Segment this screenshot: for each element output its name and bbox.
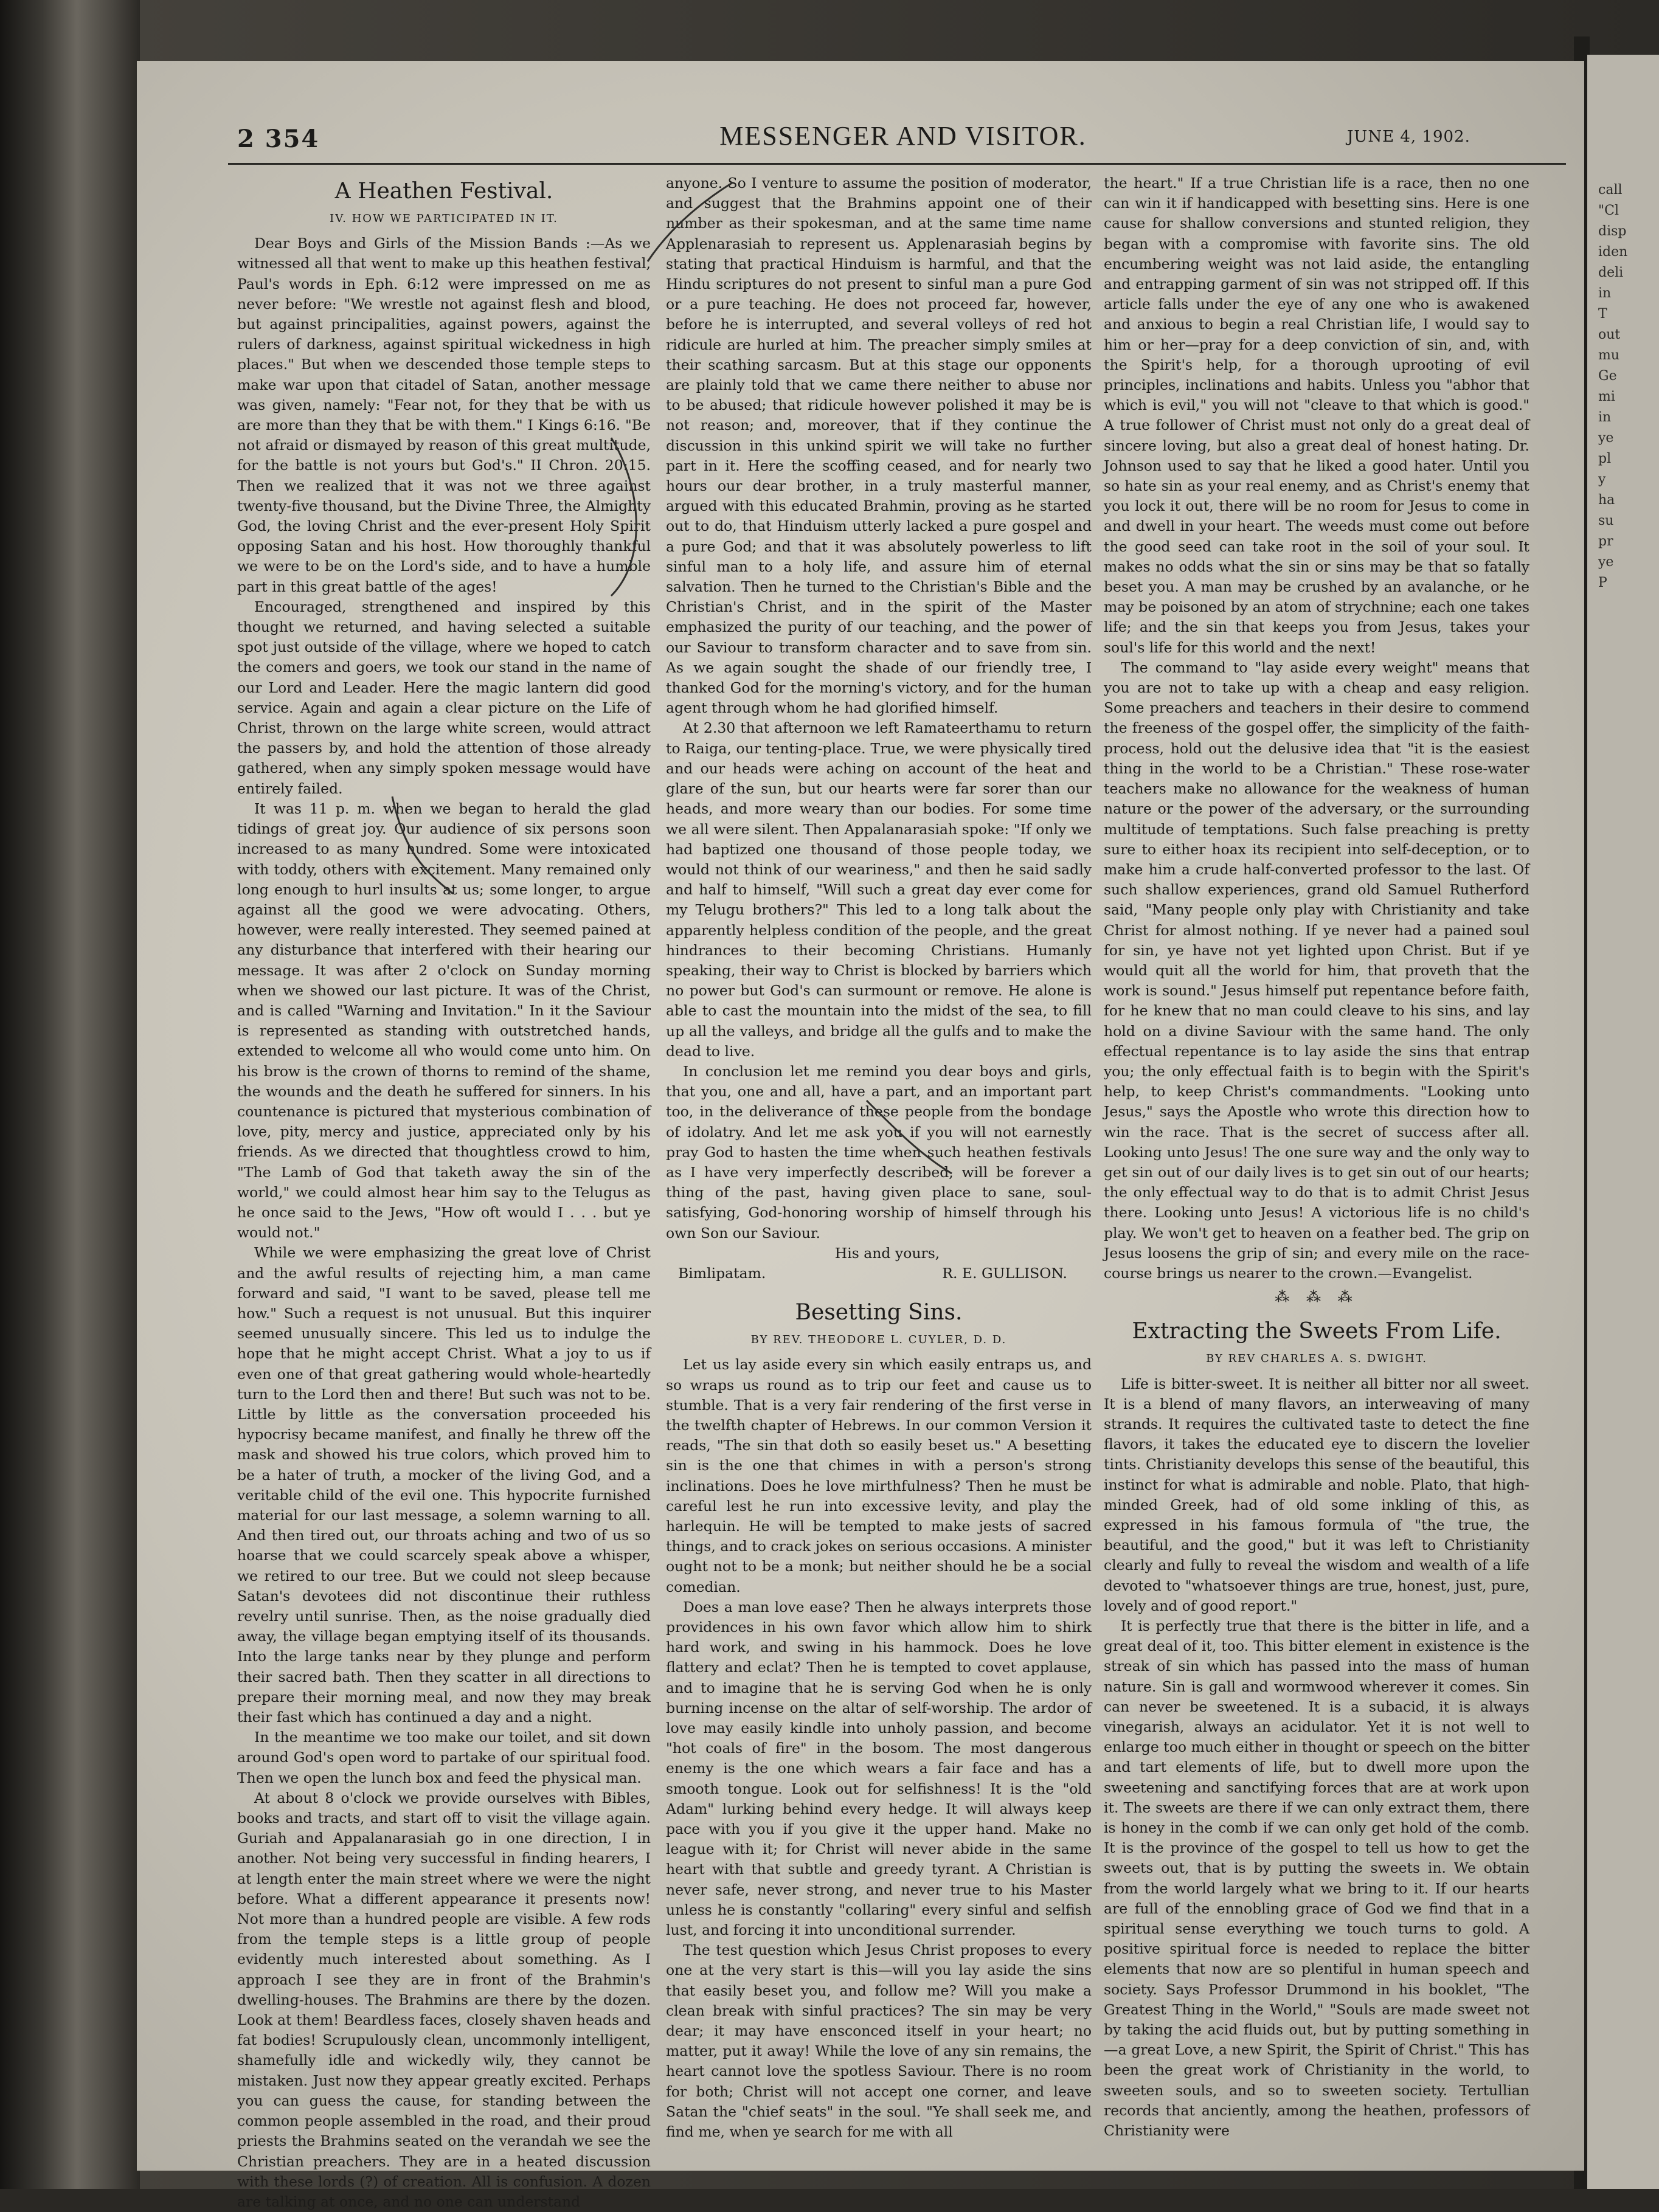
page-number: 2 354	[237, 125, 320, 153]
paragraph: It is perfectly true that there is the bitter in life, and a great deal of it, too. This bitter element in existence is the streak of sin which has passed into the mass of human nature. Sin is gall and wormwood wherever it comes. Sin can never be sweetened. It is a subacid, it is always vinegarish, always an acidulator. Yet it is not well to enlarge too much either in thought or speech on the bitter and tart elements of life, but to dwell more upon the sweetening and sanctifying forces that are at work upon it. The sweets are there if we can only extract them, there is honey in the comb if we can only get hold of the comb. It is the province of the gospel to tell us how to get the sweets out, that is by putting the sweets in. We obtain from the world largely what we bring to it. If our hearts are full of the ennobling grace of God we find that in a spiritual sense everything we touch turns to gold. A positive spiritual force is needed to replace the bitter elements that now are so plentiful in human speech and society. Says Professor Drummond in his booklet, "The Greatest Thing in the World," "Souls are made sweet not by taking the acid fluids out, but by putting something in—a great Love, a new Spirit, the Spirit of Christ." This has been the great work of Christianity in the world, to sweeten souls, and so to sweeten society. Tertullian records that anciently, among the heathen, professors of Christianity were	[1104, 1617, 1529, 2140]
issue-date: JUNE 4, 1902.	[1347, 128, 1470, 146]
facing-page-fragment: "Cl	[1598, 203, 1619, 218]
book-spine	[0, 0, 140, 2189]
closing: His and yours,	[834, 1244, 940, 1262]
masthead: MESSENGER AND VISITOR.	[719, 121, 1087, 151]
paragraph: It was 11 p. m. when we began to herald the glad tidings of great joy. Our audience of six persons soon increased to as many hundred. Some were intoxicated with toddy, others with excitement. Many remained only long enough to hurl insults at us; some longer, to argue against all the good we were advocating. Others, however, were really interested. They seemed pained at any disturbance that interfered with their hearing our message. It was after 2 o'clock on Sunday morning when we showed our last picture. It was of the Christ, and is called "Warning and Invitation." In it the Saviour is represented as standing with outstretched hands, extended to welcome all who would come unto him. On his brow is the crown of thorns to remind of the shame, the wounds and the death he suffered for sinners. In his countenance is pictured that mysterious combination of love, pity, mercy and justice, appreciated only by his friends. As we directed that thoughtless crowd to him, "The Lamb of God that taketh away the sin of the world," we could almost hear him say to the Telugus as he once said to the Jews, "How oft would I . . . but ye would not."	[237, 800, 651, 1242]
facing-page-fragment: pr	[1598, 534, 1613, 549]
paragraph: The command to "lay aside every weight" means that you are not to take up with a cheap and easy religion. Some preachers and teachers in their desire to commend the freeness of the gospel offer, the simplicity of the faith-process, hold out the delusive idea that "it is the easiest thing in the world to be a Christian." These rose-water teachers make no allowance for the weakness of human nature or the power of the adversary, or the surrounding multitude of temptations. Such false preaching is pretty sure to either hoax its recipient into self-deception, or to make him a crude half-converted professor to the last. Of such shallow experiences, grand old Samuel Rutherford said, "Many people only play with Christianity and take Christ for almost nothing. If ye never had a pained soul for sin, ye have not yet lighted upon Christ. But if ye would quit all the world for him, that proveth that the work is sound." Jesus himself put repentance before faith, for he knew that no man could cleave to his sins, and lay hold on a divine Saviour with the same hand. The only effectual repentance is to lay aside the sins that entrap you; the only effectual faith is to begin with the Spirit's help, to keep Christ's commandments. "Looking unto Jesus," says the Apostle who wrote this direction how to win the race. That is the secret of success after all. Looking unto Jesus! The one sure way and the only way to get sin out of our daily lives is to get sin out of our hearts; the only effectual way to do that is to admit Christ Jesus there. Looking unto Jesus! A victorious life is no child's play. We won't get to heaven on a feather bed. The grip on Jesus loosens the grip of sin; and every mile on the race-course brings us nearer to the crown.—Evangelist.	[1104, 658, 1529, 1282]
paragraph: At about 8 o'clock we provide ourselves with Bibles, books and tracts, and start off to visit the village again. Guriah and Appalanarasiah go in one direction, I in another. Not being very successful in finding hearers, I at length enter the main street where we were the night before. What a different appearance it presents now! Not more than a hundred people are visible. A few rods from the temple steps is a little group of people evidently much interested about something. As I approach I see they are in front of the Brahmin's dwelling-houses. The Brahmins are there by the dozen. Look at them! Beardless faces, closely shaven heads and fat bodies! Scrupulously clean, uncommonly intelligent, shamefully idle and wickedly wily, they cannot be mistaken. Just now they appear greatly excited. Perhaps you can guess the cause, for standing between the common people assembled in the road, and their proud priests the Brahmins seated on the verandah we see the Christian preachers. They are in a heated discussion with these lords (?) of creation. All is confusion. A dozen are talking at once, and no one can understand	[237, 1789, 651, 2210]
author: R. E. GULLISON.	[942, 1264, 1067, 1282]
facing-page-fragment: in	[1598, 410, 1612, 425]
article-byline: BY REV CHARLES A. S. DWIGHT.	[1206, 1352, 1427, 1366]
facing-page-fragment: iden	[1598, 244, 1628, 260]
facing-page-fragment: out	[1598, 327, 1621, 342]
paragraph: Life is bitter-sweet. It is neither all bitter nor all sweet. It is a blend of many flavors, an interweaving of many strands. It requires the cultivated taste to detect the fine flavors, it takes the educated eye to discern the lovelier tints. Christianity develops this sense of the beautiful, this instinct for what is admirable and noble. Plato, that high-minded Greek, had of old some inkling of this, as expressed in his famous formula of "the true, the beautiful, and the good," but it was left to Christianity clearly and fully to reveal the wisdom and wealth of a life devoted to "whatsoever things are true, honest, just, pure, lovely and of good report."	[1104, 1375, 1529, 1614]
paragraph: Does a man love ease? Then he always interprets those providences in his own favor which allow him to shirk hard work, and swing in his hammock. Does he love flattery and eclat? Then he is tempted to covet applause, and to imagine that he is serving God when he is only burning incense on the altar of self-worship. The ardor of love may easily kindle into unholy passion, and become "hot coals of fire" in the bosom. The most dangerous enemy is the one which wears a fair face and has a smooth tongue. Look out for selfishness! It is the "old Adam" lurking behind every hedge. It will always keep pace with you if you give it the upper hand. Make no league with it; for Christ will never abide in the same heart with that subtle and greedy tyrant. A Christian is never safe, never strong, and never true to his Master unless he is constantly "collaring" every sinful and selfish lust, and forcing it into unconditional surrender.	[666, 1598, 1092, 1939]
facing-page-fragment: y	[1598, 472, 1606, 487]
paragraph: In the meantime we too make our toilet, and sit down around God's open word to partake of our spiritual food. Then we open the lunch box and feed the physical man.	[237, 1729, 651, 1786]
section-ornament: ⁂ ⁂ ⁂	[1275, 1288, 1359, 1306]
article-title-extracting-sweets: Extracting the Sweets From Life.	[1132, 1319, 1501, 1344]
facing-page-fragment: ye	[1598, 430, 1614, 446]
facing-page-fragment: mu	[1598, 348, 1620, 363]
place: Bimlipatam.	[678, 1264, 766, 1282]
article-title-besetting-sins: Besetting Sins.	[795, 1300, 963, 1325]
facing-page-fragment: disp	[1598, 224, 1627, 239]
article-subtitle: IV. HOW WE PARTICIPATED IN IT.	[330, 212, 558, 225]
facing-page-fragment: in	[1598, 286, 1612, 301]
paragraph: At 2.30 that afternoon we left Ramateerthamu to return to Raiga, our tenting-place. True, we were physically tired and our heads were aching on account of the heat and glare of the sun, but our hearts were far sorer than our heads, and more weary than our bodies. For some time we all were silent. Then Appalanarasiah spoke: "If only we had baptized one thousand of those people today, we would not think of our weariness," and then he said sadly and half to himself, "Will such a great day ever come for my Telugu brothers?" This led to a long talk about the apparently helpless condition of the people, and the great hindrances to their becoming Christians. Humanly speaking, their way to Christ is blocked by barriers which no power but God's can surmount or remove. He alone is able to cast the mountain into the midst of the sea, to fill up all the valleys, and bridge all the gulfs and to make the dead to live.	[666, 719, 1092, 1060]
facing-page-fragment: P	[1598, 575, 1607, 590]
facing-page-fragment: T	[1598, 306, 1607, 322]
paragraph: the heart." If a true Christian life is a race, then no one can win it if handicapped with besetting sins. Here is one cause for shallow conversions and stunted religion, they began with a compromise with favorite sins. The old encumbering weight was not laid aside, the entangling and entrapping garment of sin was not stripped off. If this article falls under the eye of any one who is awakened and anxious to begin a real Christian life, I would say to him or her—pray for a deep conviction of sin, and, with the Spirit's help, for a thorough uprooting of evil principles, inclinations and habits. Unless you "abhor that which is evil," you will not "cleave to that which is good." A true follower of Christ must not only do a great deal of sincere loving, but also a great deal of honest hating. Dr. Johnson used to say that he liked a good hater. Until you so hate sin as your real enemy, and as Christ's enemy that you lock it out, there will be no room for Jesus to come in and dwell in your heart. The weeds must come out before the good seed can take root in the soil of your soul. It makes no odds what the sin or sins may be that so fatally beset you. A man may be crushed by an avalanche, or he may be poisoned by an atom of strychnine; each one takes life; and the sin that keeps you from Jesus, takes your soul's life for this world and the next!	[1104, 175, 1529, 656]
paragraph: The test question which Jesus Christ proposes to every one at the very start is this—will you lay aside the sins that easily beset you, and follow me? Will you make a clean break with sinful practices? The sin may be very dear; it may have ensconced itself in your heart; no matter, put it away! While the love of any sin remains, the heart cannot love the spotless Saviour. There is no room for both; Christ will not accept one corner, and leave Satan the "chief seats" in the soul. "Ye shall seek me, and find me, when ye search for me with all	[666, 1941, 1092, 2141]
facing-page-fragment: ha	[1598, 493, 1615, 508]
pencil-marks	[137, 61, 1584, 2171]
paragraph: In conclusion let me remind you dear boys and girls, that you, one and all, have a part, and an important part too, in the deliverance of these people from the bondage of idolatry. And let me ask you if you will not earnestly pray God to hasten the time when such heathen festivals as I have very imperfectly described, will be forever a thing of the past, having given place to sane, soul-satisfying, God-honoring worship of himself through his own Son our Saviour.	[666, 1062, 1092, 1242]
article-byline: BY REV. THEODORE L. CUYLER, D. D.	[750, 1333, 1007, 1347]
paragraph: Dear Boys and Girls of the Mission Bands :—As we witnessed all that went to make up this heathen festival, Paul's words in Eph. 6:12 were impressed on me as never before: "We wrestle not against flesh and blood, but against principalities, against powers, against the rulers of darkness, against spiritual wickedness in high places." But when we descended those temple steps to make war upon that citadel of Satan, another message was given, namely: "Fear not, for they that be with us are more than they that be with them." I Kings 6:16. "Be not afraid or dismayed by reason of this great multitude, for the battle is not yours but God's." II Chron. 20:15. Then we realized that it was not we three against twenty-five thousand, but the Divine Three, the Almighty God, the loving Christ and the ever-present Holy Spirit opposing Satan and his host. How thoroughly thankful we were to be on the Lord's side, and to have a humble part in this great battle of the ages!	[237, 235, 651, 595]
facing-page-edge	[1587, 55, 1659, 2189]
paragraph: Let us lay aside every sin which easily entraps us, and so wraps us round as to trip our feet and cause us to stumble. That is a very fair rendering of the first verse in the twelfth chapter of Hebrews. In our common Version it reads, "The sin that doth so easily beset us." A besetting sin is the one that chimes in with a person's strong inclinations. Does he love mirthfulness? Then he must be careful lest he run into excessive levity, and play the harlequin. He will be tempted to make jests of sacred things, and to crack jokes on serious occasions. A minister ought not to be a monk; but neither should he be a social comedian.	[666, 1356, 1092, 1595]
facing-page-fragment: deli	[1598, 265, 1624, 280]
facing-page-fragment: mi	[1598, 389, 1615, 404]
facing-page-fragment: pl	[1598, 451, 1612, 466]
facing-page-fragment: Ge	[1598, 368, 1617, 384]
paragraph: anyone. So I venture to assume the position of moderator, and suggest that the Brahmins appoint one of their number as their spokesman, and at the same time name Applenarasiah to represent us. Applenarasiah begins by stating that practical Hinduism is harmful, and that the Hindu scriptures do not present to sinful man a pure God or a pure teaching. He does not proceed far, however, before he is interrupted, and several volleys of red hot ridicule are hurled at him. The preacher simply smiles at their scathing sarcasm. But at this stage our opponents are plainly told that we came there neither to abuse nor to be abused; that ridicule however polished it may be is not reason; and, moreover, that if they continue the discussion in this unkind spirit we will take no further part in it. Here the scoffing ceased, and for nearly two hours our dear brother, in a truly masterful manner, argued with this educated Brahmin, proving as he started out to do, that Hinduism utterly lacked a pure gospel and a pure God; and that it was absolutely powerless to lift sinful man to a holy life, and assure him of eternal salvation. Then he turned to the Christian's Bible and the Christian's Christ, and in the spirit of the Master emphasized the purity of our teaching, and the power of our Saviour to transform character and to save from sin. As we again sought the shade of our friendly tree, I thanked God for the morning's victory, and for the human agent through whom he had glorified himself.	[666, 175, 1092, 717]
facing-page-fragment: ye	[1598, 555, 1614, 570]
facing-page-fragment: su	[1598, 513, 1614, 528]
paragraph: While we were emphasizing the great love of Christ and the awful results of rejecting him, a man came forward and said, "I want to be saved, please tell me how." Such a request is not unusual. But this inquirer seemed unusually sincere. This led us to indulge the hope that he might accept Christ. What a joy to us if even one of that great gathering would whole-heartedly turn to the Lord then and there! But such was not to be. Little by little as the conversation proceeded his hypocrisy became manifest, and finally he threw off the mask and showed his true colors, which proved him to be a hater of truth, a mocker of the living God, and a veritable child of the evil one. This hypocrite furnished material for our last message, a solemn warning to all. And then tired out, our throats aching and two of us so hoarse that we could scarcely speak above a whisper, we retired to our tree. But we could not sleep because Satan's devotees did not discontinue their ruthless revelry until sunrise. Then, as the noise gradually died away, the village began emptying itself of its thousands. Into the large tanks near by they plunge and perform their sacred bath. Then they scatter in all directions to prepare their morning meal, and now they may break their fast which has continued a day and a night.	[237, 1244, 651, 1726]
newspaper-page	[137, 61, 1584, 2210]
facing-page-fragment: call	[1598, 182, 1623, 198]
paragraph: Encouraged, strengthened and inspired by this thought we returned, and having selected a suitable spot just outside of the village, where we hoped to catch the comers and goers, we took our stand in the name of our Lord and Leader. Here the magic lantern did good service. Again and again a clear picture on the Life of Christ, thrown on the large white screen, would attract the passers by, and hold the attention of those already gathered, when any simply spoken message would have entirely failed.	[237, 598, 651, 797]
article-title-heathen-festival: A Heathen Festival.	[334, 179, 553, 204]
